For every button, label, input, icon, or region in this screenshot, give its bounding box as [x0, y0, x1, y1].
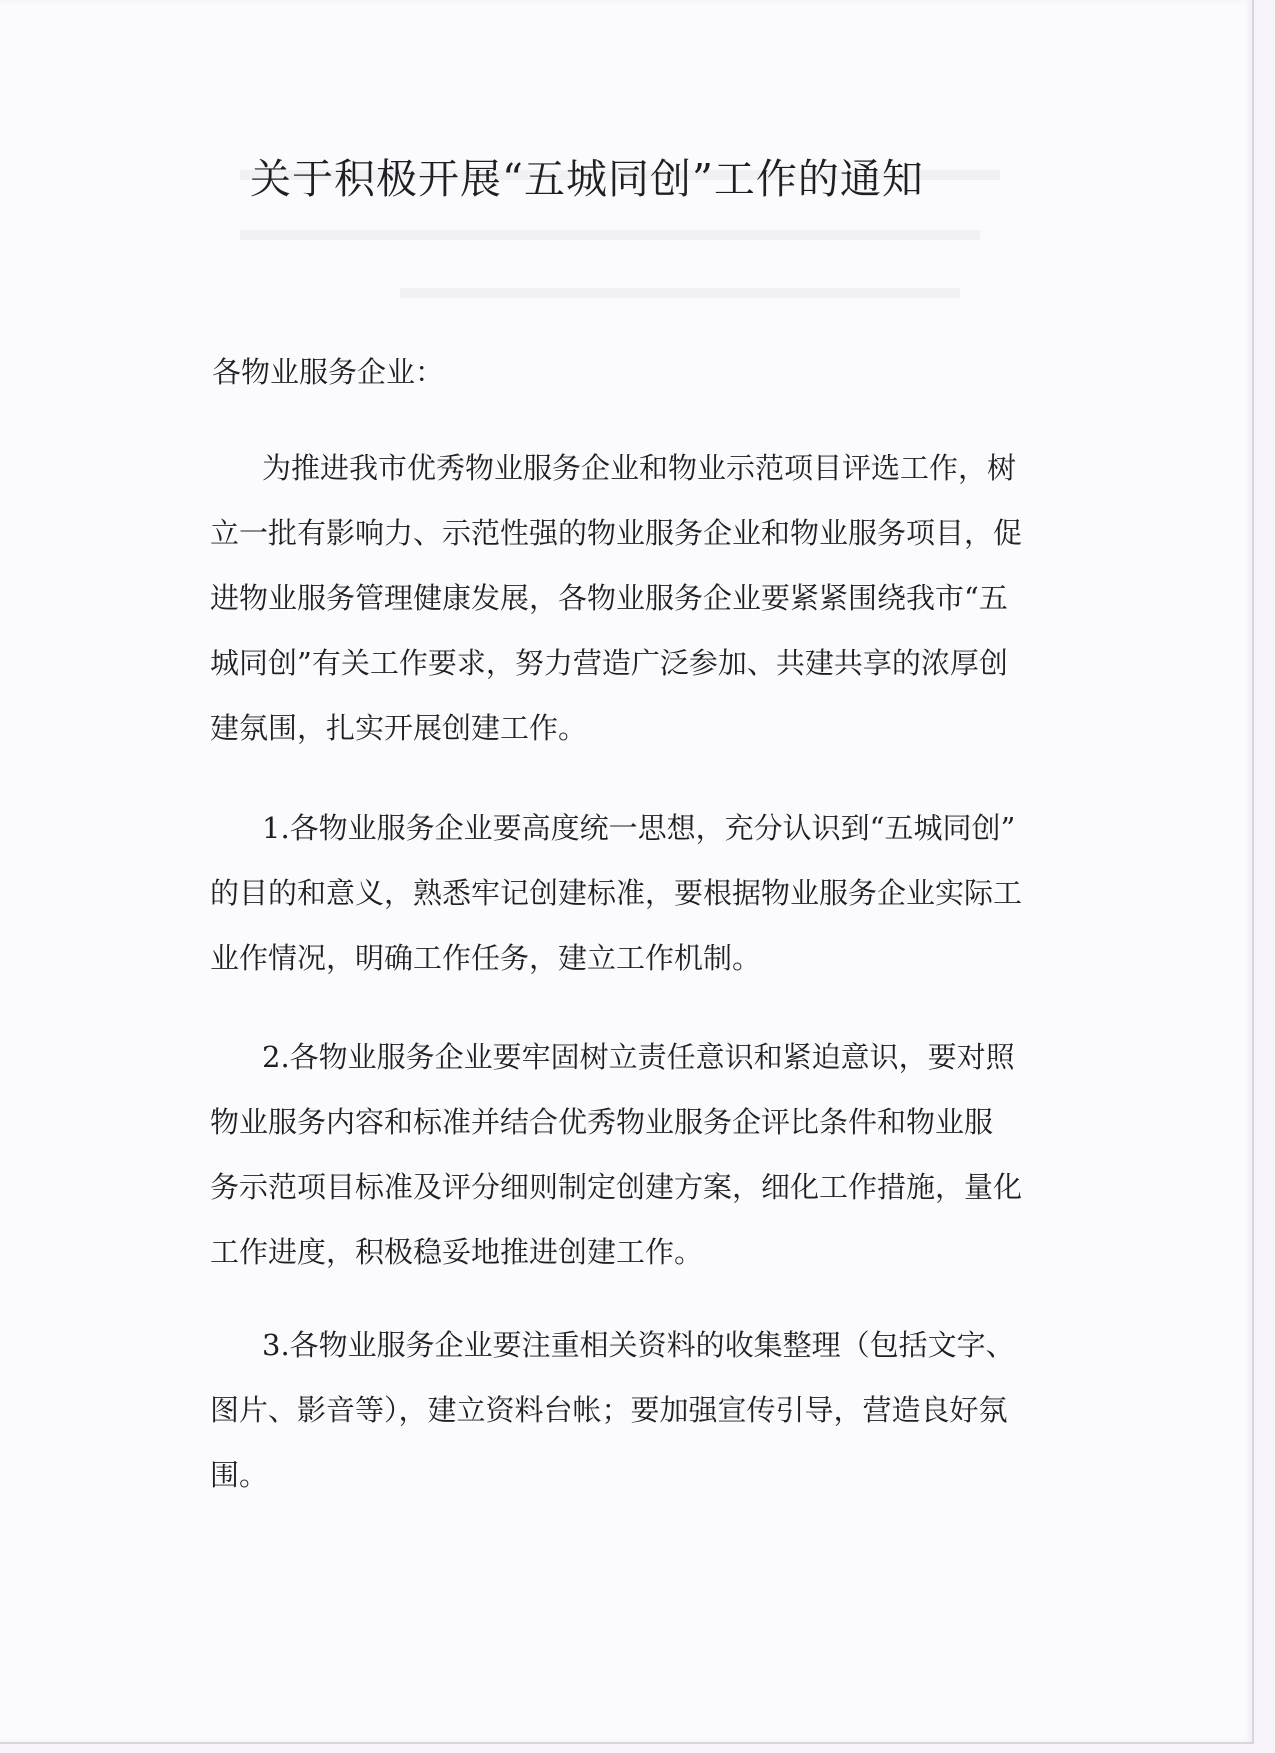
paragraph-1-line-5: 建氛围，扎实开展创建工作。 [210, 711, 588, 745]
paragraph-2-line-2: 的目的和意义，熟悉牢记创建标准，要根据物业服务企业实际工 [210, 876, 1023, 910]
paragraph-4-line-2: 图片、影音等），建立资料台帐；要加强宣传引导，营造良好氛 [210, 1393, 1008, 1427]
salutation: 各物业服务企业： [212, 355, 445, 389]
paragraph-3-line-4: 工作进度，积极稳妥地推进创建工作。 [210, 1235, 704, 1269]
document-title: 关于积极开展“五城同创”工作的通知 [250, 155, 924, 203]
paragraph-4-line-3: 围。 [210, 1458, 269, 1492]
paragraph-1-line-4: 城同创”有关工作要求，努力营造广泛参加、共建共享的浓厚创 [210, 646, 1008, 680]
paragraph-1-line-2: 立一批有影响力、示范性强的物业服务企业和物业服务项目，促 [210, 516, 1023, 550]
paragraph-3-line-1: 2.各物业服务企业要牢固树立责任意识和紧迫意识，要对照 [262, 1040, 1015, 1074]
paragraph-1-line-3: 进物业服务管理健康发展，各物业服务企业要紧紧围绕我市“五 [210, 581, 1008, 615]
paragraph-4-line-1: 3.各物业服务企业要注重相关资料的收集整理（包括文字、 [262, 1328, 1015, 1362]
paragraph-3-line-2: 物业服务内容和标准并结合优秀物业服务企评比条件和物业服 [210, 1105, 994, 1139]
paragraph-2-line-1: 1.各物业服务企业要高度统一思想，充分认识到“五城同创” [262, 811, 1016, 845]
paragraph-1-line-1: 为推进我市优秀物业服务企业和物业示范项目评选工作，树 [262, 451, 1017, 485]
paragraph-2-line-3: 业作情况，明确工作任务，建立工作机制。 [210, 941, 762, 975]
paragraph-3-line-3: 务示范项目标准及评分细则制定创建方案，细化工作措施，量化 [210, 1170, 1023, 1204]
